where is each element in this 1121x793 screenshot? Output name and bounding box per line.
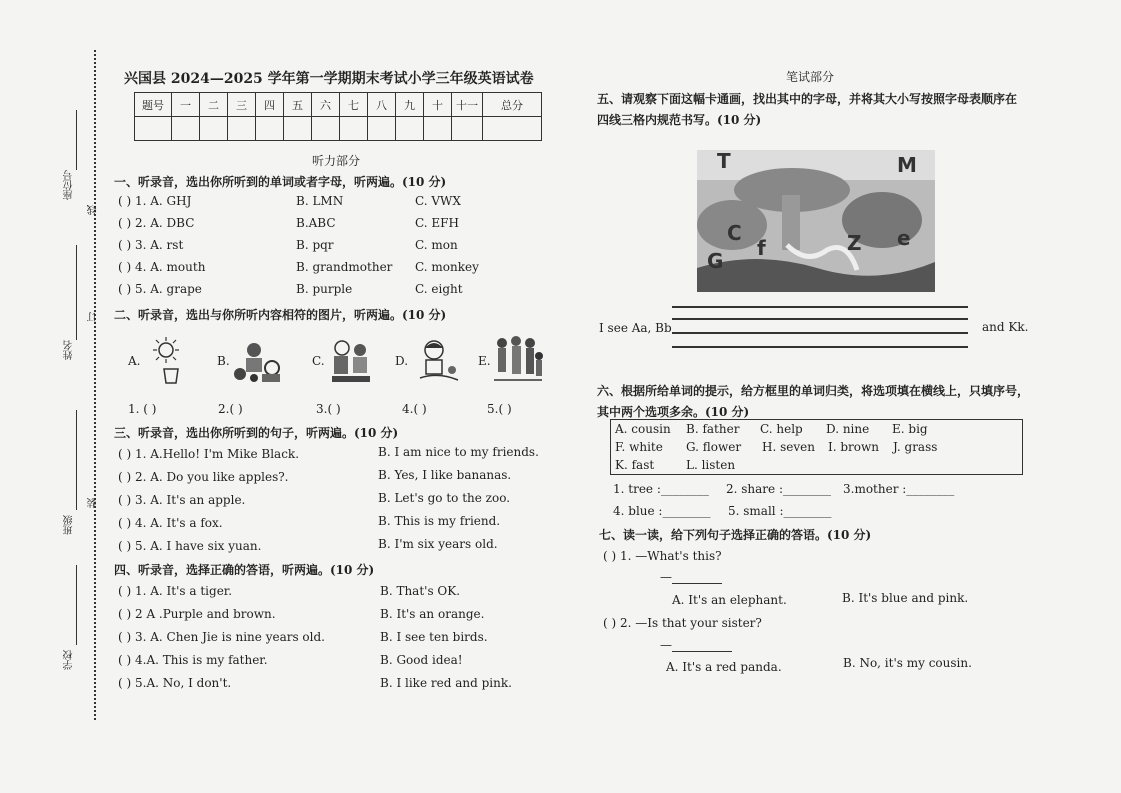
score-header: 九: [396, 93, 424, 117]
s3-option-b: B. I am nice to my friends.: [378, 445, 539, 459]
boy-picture: [414, 338, 462, 386]
word-option: H. seven: [762, 440, 815, 454]
score-cell[interactable]: [200, 117, 228, 141]
section4-title: 四、听录音，选择正确的答语，听两遍。(10 分): [114, 563, 375, 577]
s4-question: ( ) 4.A. This is my father.: [118, 653, 268, 667]
picture-label: C.: [312, 354, 325, 368]
writing-line-3: [672, 332, 968, 334]
toys-picture: [232, 340, 284, 384]
score-header: 五: [284, 93, 312, 117]
s6-blank[interactable]: 3.mother :________: [843, 482, 955, 496]
score-cell[interactable]: [483, 117, 542, 141]
name-line: [76, 245, 77, 340]
svg-text:C: C: [727, 221, 742, 245]
word-option: K. fast: [615, 458, 655, 472]
s6-blank[interactable]: 1. tree :________: [613, 482, 709, 496]
section6-title-line1: 六、根据所给单词的提示，给方框里的单词归类，将选项填在横线上，只填序号，: [597, 384, 1030, 398]
word-option: B. father: [686, 422, 740, 436]
s4-option-b: B. Good idea!: [380, 653, 463, 667]
score-header: 四: [256, 93, 284, 117]
s3-question: ( ) 3. A. It's an apple.: [118, 493, 246, 507]
s1-option-b: B. pqr: [296, 238, 334, 252]
family-picture: [328, 338, 374, 386]
word-option: L. listen: [686, 458, 736, 472]
svg-text:e: e: [897, 226, 911, 250]
picture-label: B.: [217, 354, 230, 368]
svg-text:Z: Z: [847, 231, 862, 255]
svg-text:G: G: [707, 249, 724, 273]
s2-answer: 1. ( ): [128, 402, 157, 416]
score-header: 一: [172, 93, 200, 117]
class-label: 班级: [64, 515, 75, 535]
s3-question: ( ) 4. A. It's a fox.: [118, 516, 223, 530]
score-header: 题号: [135, 93, 172, 117]
score-header: 十: [424, 93, 452, 117]
s7-answer-dash: —: [660, 570, 672, 584]
score-header: 十一: [452, 93, 483, 117]
score-header: 二: [200, 93, 228, 117]
score-header: 总分: [483, 93, 542, 117]
score-cell[interactable]: [368, 117, 396, 141]
s7-answer-dash: —: [660, 638, 672, 652]
s5-sentence-start: I see Aa, Bb: [599, 321, 672, 335]
s1-option-b: B.ABC: [296, 216, 336, 230]
word-option: C. help: [760, 422, 803, 436]
s4-question: ( ) 5.A. No, I don't.: [118, 676, 232, 690]
score-cell[interactable]: [340, 117, 368, 141]
writing-line-1: [672, 306, 968, 308]
word-option: I. brown: [828, 440, 880, 454]
s4-option-b: B. It's an orange.: [380, 607, 485, 621]
seal-char-ding: 订: [88, 312, 99, 322]
s2-answer: 2.( ): [218, 402, 243, 416]
score-cell[interactable]: [228, 117, 256, 141]
score-cell[interactable]: [172, 117, 200, 141]
section6-title-line2: 其中两个选项多余。(10 分): [597, 405, 750, 419]
section7-title: 七、读一读，给下列句子选择正确的答语。(10 分): [599, 528, 872, 542]
listening-section-title: 听力部分: [312, 154, 361, 168]
s1-option-c: C. eight: [415, 282, 463, 296]
seat-label: 座位号: [64, 170, 75, 200]
s6-blank[interactable]: 5. small :________: [728, 504, 832, 518]
svg-text:f: f: [757, 236, 766, 260]
score-cell[interactable]: [256, 117, 284, 141]
school-line: [76, 565, 77, 645]
svg-text:T: T: [717, 150, 731, 173]
s1-option-c: C. EFH: [415, 216, 459, 230]
s7-question-1: ( ) 1. —What's this?: [603, 549, 722, 563]
s7-q1-option-b: B. It's blue and pink.: [842, 591, 969, 605]
s2-answer: 3.( ): [316, 402, 341, 416]
s4-option-b: B. I like red and pink.: [380, 676, 512, 690]
s3-option-b: B. This is my friend.: [378, 514, 501, 528]
word-option: D. nine: [826, 422, 870, 436]
writing-line-2: [672, 318, 968, 320]
s1-question: ( ) 5. A. grape: [118, 282, 202, 296]
score-cell[interactable]: [452, 117, 483, 141]
s1-option-b: B. grandmother: [296, 260, 393, 274]
score-cell[interactable]: [135, 117, 172, 141]
s1-option-c: C. monkey: [415, 260, 479, 274]
s1-option-b: B. purple: [296, 282, 353, 296]
score-cell[interactable]: [312, 117, 340, 141]
s3-question: ( ) 1. A.Hello! I'm Mike Black.: [118, 447, 300, 461]
class-line: [76, 410, 77, 510]
score-cell[interactable]: [424, 117, 452, 141]
s1-question: ( ) 3. A. rst: [118, 238, 184, 252]
s7-answer-line-1[interactable]: [672, 583, 722, 584]
sun-flowerpot-picture: [148, 336, 190, 386]
score-header: 八: [368, 93, 396, 117]
s1-question: ( ) 1. A. GHJ: [118, 194, 192, 208]
s4-question: ( ) 2 A .Purple and brown.: [118, 607, 276, 621]
section5-title-line1: 五、请观察下面这幅卡通画，找出其中的字母，并将其大小写按照字母表顺序在: [597, 92, 1018, 106]
s7-q1-option-a: A. It's an elephant.: [672, 593, 787, 607]
exam-title: 兴国县 2024—2025 学年第一学期期末考试小学三年级英语试卷: [124, 71, 534, 87]
s6-blank[interactable]: 4. blue :________: [613, 504, 711, 518]
cartoon-letters-picture: [697, 150, 935, 292]
picture-label: A.: [128, 354, 141, 368]
section3-title: 三、听录音，选出你所听到的句子，听两遍。(10 分): [114, 426, 399, 440]
s7-q2-option-a: A. It's a red panda.: [666, 660, 782, 674]
s3-question: ( ) 2. A. Do you like apples?.: [118, 470, 289, 484]
word-option: J. grass: [893, 440, 938, 454]
s1-option-c: C. mon: [415, 238, 458, 252]
score-table: [134, 92, 542, 141]
word-bank-box: [610, 419, 1023, 475]
s3-option-b: B. Let's go to the zoo.: [378, 491, 511, 505]
s6-blank[interactable]: 2. share :________: [726, 482, 831, 496]
section1-title: 一、听录音，选出你所听到的单词或者字母，听两遍。(10 分): [114, 175, 447, 189]
s3-option-b: B. Yes, I like bananas.: [378, 468, 512, 482]
writing-line-4: [672, 346, 968, 348]
group-of-people-picture: [492, 334, 544, 386]
s7-answer-line-2[interactable]: [672, 651, 732, 652]
school-label: 学校: [64, 650, 75, 670]
score-header: 六: [312, 93, 340, 117]
score-header: 三: [228, 93, 256, 117]
s4-question: ( ) 1. A. It's a tiger.: [118, 584, 233, 598]
s4-option-b: B. I see ten birds.: [380, 630, 488, 644]
section2-title: 二、听录音，选出与你所听内容相符的图片，听两遍。(10 分): [114, 308, 447, 322]
binding-dotted-line: [94, 50, 96, 720]
s3-option-b: B. I'm six years old.: [378, 537, 498, 551]
score-header: 七: [340, 93, 368, 117]
writing-section-title: 笔试部分: [786, 70, 835, 84]
s2-answer: 5.( ): [487, 402, 512, 416]
picture-label: E.: [478, 354, 491, 368]
s7-q2-option-b: B. No, it's my cousin.: [843, 656, 972, 670]
seal-char-xian: 线: [88, 205, 99, 215]
word-option: E. big: [892, 422, 928, 436]
word-option: A. cousin: [615, 422, 671, 436]
score-cell[interactable]: [396, 117, 424, 141]
s4-option-b: B. That's OK.: [380, 584, 461, 598]
seat-line: [76, 110, 77, 170]
word-option: G. flower: [686, 440, 742, 454]
s4-question: ( ) 3. A. Chen Jie is nine years old.: [118, 630, 325, 644]
s5-sentence-end: and Kk.: [982, 320, 1029, 334]
picture-label: D.: [395, 354, 409, 368]
svg-text:M: M: [897, 153, 917, 177]
s1-question: ( ) 2. A. DBC: [118, 216, 195, 230]
word-option: F. white: [615, 440, 663, 454]
seal-char-zhuang: 装: [88, 498, 99, 508]
s2-answer: 4.( ): [402, 402, 427, 416]
name-label: 姓名: [64, 340, 75, 360]
s7-question-2: ( ) 2. —Is that your sister?: [603, 616, 762, 630]
s1-question: ( ) 4. A. mouth: [118, 260, 206, 274]
score-cell[interactable]: [284, 117, 312, 141]
s1-option-c: C. VWX: [415, 194, 461, 208]
section5-title-line2: 四线三格内规范书写。(10 分): [597, 113, 762, 127]
s1-option-b: B. LMN: [296, 194, 344, 208]
s3-question: ( ) 5. A. I have six yuan.: [118, 539, 262, 553]
